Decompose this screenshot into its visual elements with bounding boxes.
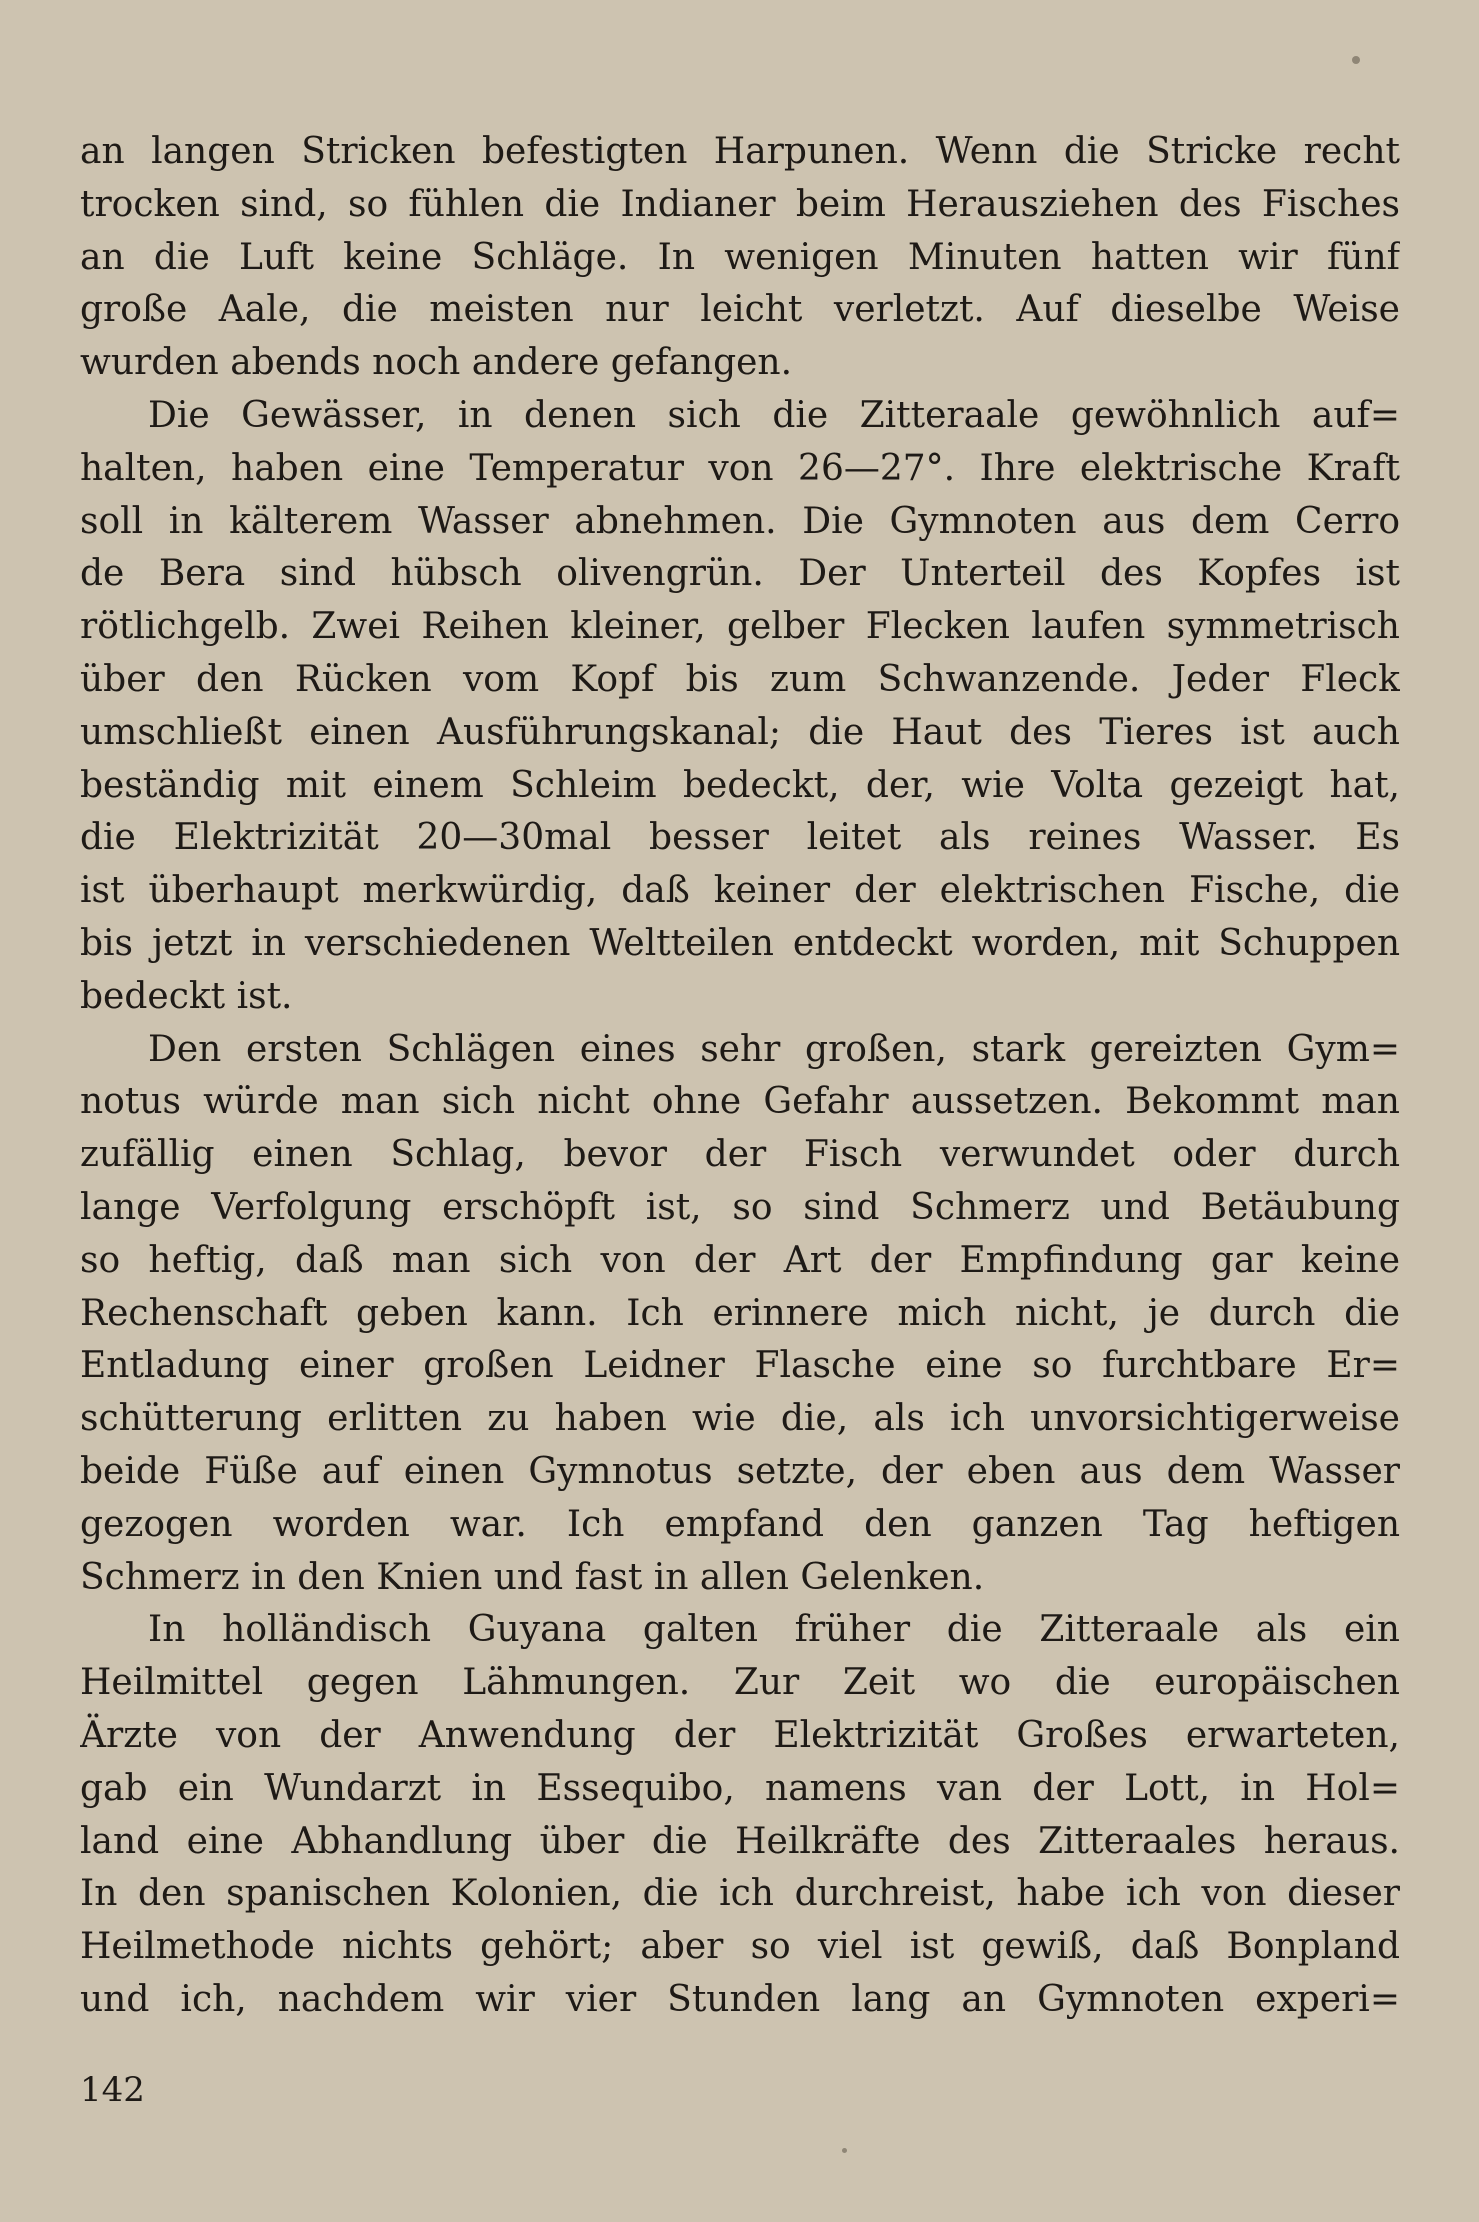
text-line: notus würde man sich nicht ohne Gefahr aussetzen. Bekommt man: [80, 1081, 1400, 1123]
text-line: In den spanischen Kolonien, die ich durchreist, habe ich von dieser: [80, 1873, 1400, 1915]
text-line: Rechenschaft geben kann. Ich erinnere mich nicht, je durch die: [80, 1292, 1400, 1334]
text-line: schütterung erlitten zu haben wie die, als ich unvorsichtigerweise: [80, 1398, 1400, 1440]
text-line: an langen Stricken befestigten Harpunen. Wenn die Stricke recht: [80, 131, 1400, 172]
text-line: de Bera sind hübsch olivengrün. Der Unterteil des Kopfes ist: [80, 553, 1400, 595]
text-line: so heftig, daß man sich von der Art der Empfindung gar keine: [80, 1239, 1400, 1281]
text-line: bedeckt ist.: [80, 975, 293, 1017]
text-line: gab ein Wundarzt in Essequibo, namens van der Lott, in Hol=: [80, 1767, 1400, 1809]
text-line: bis jetzt in verschiedenen Weltteilen entdeckt worden, mit Schuppen: [80, 922, 1400, 964]
text-line: halten, haben eine Temperatur von 26—27°. Ihre elektrische Kraft: [80, 447, 1400, 489]
body-text: [80, 126, 1400, 2027]
text-line: zufällig einen Schlag, bevor der Fisch verwundet oder durch: [80, 1134, 1400, 1176]
text-line: ist überhaupt merkwürdig, daß keiner der elektrischen Fische, die: [80, 870, 1400, 912]
text-line: Ärzte von der Anwendung der Elektrizität Großes erwarteten,: [80, 1714, 1400, 1756]
paragraph: [80, 1024, 1400, 1605]
text-line: an die Luft keine Schläge. In wenigen Minuten hatten wir fünf: [80, 236, 1400, 278]
text-line: lange Verfolgung erschöpft ist, so sind Schmerz und Betäubung: [80, 1186, 1400, 1228]
text-line: und ich, nachdem wir vier Stunden lang an Gymnoten experi=: [80, 1978, 1400, 2020]
paragraph: [80, 126, 1400, 390]
text-line: trocken sind, so fühlen die Indianer beim Herausziehen des Fisches: [80, 183, 1400, 225]
page-number: 142: [80, 2070, 145, 2110]
text-line: die Elektrizität 20—30mal besser leitet als reines Wasser. Es: [80, 817, 1400, 859]
text-line: land eine Abhandlung über die Heilkräfte des Zitteraales heraus.: [80, 1820, 1400, 1862]
text-line: über den Rücken vom Kopf bis zum Schwanzende. Jeder Fleck: [80, 658, 1400, 700]
text-line: Schmerz in den Knien und fast in allen Gelenken.: [80, 1556, 985, 1598]
text-line: gezogen worden war. Ich empfand den ganzen Tag heftigen: [80, 1503, 1400, 1545]
paragraph: [80, 1604, 1400, 2026]
text-line: Heilmethode nichts gehört; aber so viel ist gewiß, daß Bonpland: [80, 1926, 1400, 1968]
paper-speck: [842, 2148, 847, 2153]
text-line: Den ersten Schlägen eines sehr großen, stark gereizten Gym=: [148, 1028, 1400, 1070]
text-line: In holländisch Guyana galten früher die Zitteraale als ein: [148, 1609, 1400, 1651]
paragraph: [80, 390, 1400, 1024]
text-line: rötlichgelb. Zwei Reihen kleiner, gelber Flecken laufen symmetrisch: [80, 606, 1400, 648]
text-line: beständig mit einem Schleim bedeckt, der, wie Volta gezeigt hat,: [80, 764, 1400, 806]
paper-speck: [1352, 56, 1360, 64]
text-line: Die Gewässer, in denen sich die Zitteraale gewöhnlich auf=: [148, 394, 1400, 436]
text-line: Entladung einer großen Leidner Flasche eine so furchtbare Er=: [80, 1345, 1400, 1387]
text-line: soll in kälterem Wasser abnehmen. Die Gymnoten aus dem Cerro: [80, 500, 1400, 542]
text-line: umschließt einen Ausführungskanal; die Haut des Tieres ist auch: [80, 711, 1400, 753]
text-line: beide Füße auf einen Gymnotus setzte, der eben aus dem Wasser: [80, 1450, 1400, 1492]
text-line: große Aale, die meisten nur leicht verletzt. Auf dieselbe Weise: [80, 289, 1400, 331]
text-line: wurden abends noch andere gefangen.: [80, 342, 793, 384]
text-line: Heilmittel gegen Lähmungen. Zur Zeit wo die europäischen: [80, 1662, 1400, 1704]
